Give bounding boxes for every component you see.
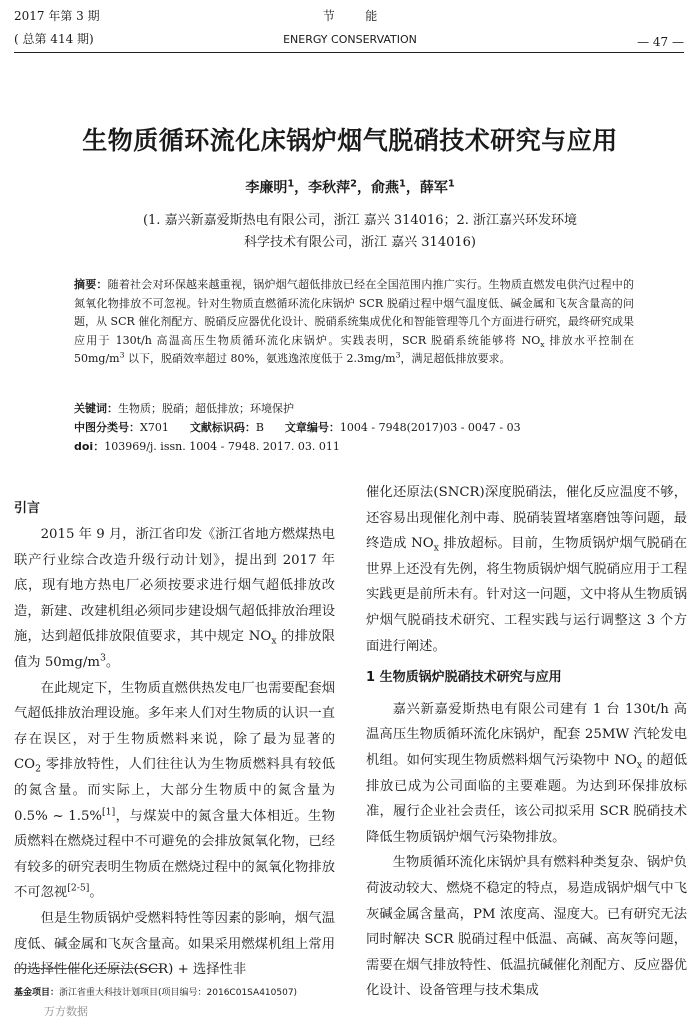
paragraph-text: 的超低排放已成为公司面临的主要难题。为达到环保排放标准，履行企业社会责任，该公司拟采用 SCR 脱硝技术降低生物质锅炉烟气污染物排放。 [366,752,687,845]
doccode-value: B [255,421,264,434]
paragraph [14,676,335,906]
paragraph-text: 。 [105,654,120,670]
paragraph-text: 催化还原法(SNCR)深度脱硝法，催化反应温度不够，还容易出现催化剂中毒、脱硝装置堵塞磨蚀等问题，最终造成 NO [366,485,687,552]
paragraph-text: 零排放特性，人们往往认为生物质燃料具有较低的氮含量。而实际上，大部分生物质中的氮含量为 0.5% ~ 1.5% [14,757,335,824]
author-name: 李秋萍 [308,180,351,196]
keywords [74,400,634,418]
abstract-text: 以下，脱硝效率超过 80%，氨逃逸浓度低于 2.3mg/m [124,352,396,366]
journal-title-cn: 节 能 [322,9,378,23]
paragraph [366,480,687,659]
doi-value: 103969/j. issn. 1004 - 7948. 2017. 03. 011 [104,440,340,453]
right-column [366,480,687,1004]
section-heading-1: 1 生物质锅炉脱硝技术研究与应用 [366,670,562,686]
author-affil-mark: 2 [350,178,357,190]
issue-year: 2017 年第 3 期 [14,9,100,23]
paragraph-text: 2015 年 9 月，浙江省印发《浙江省地方燃煤热电联产行业综合改造升级行动计划》，提出到 2017 年底，现有地方热电厂必须按要求进行烟气超低排放改造，新建、改建机组必须同步建设烟气超低排放治理设施，达到超低排放限值要求，其中规定 NO [14,527,335,645]
subscript: 2 [35,764,41,775]
abstract-text: ，满足超低排放要求。 [400,352,511,366]
superscript: 3 [395,350,401,360]
subscript: x [636,759,643,771]
paragraph [366,697,687,851]
funding-text: 浙江省重大科技计划项目(项目编号：2016C01SA410507) [59,988,298,998]
footnote-rule [14,968,164,969]
clc-label: 中图分类号： [74,421,140,434]
header-rule [14,52,684,53]
article-no-value: 1004 - 7948(2017)03 - 0047 - 03 [339,421,521,434]
article-no-label: 文章编号： [284,421,340,434]
author-list [0,177,700,197]
author-name: 李廉明 [245,180,288,196]
paragraph: 生物质循环流化床锅炉具有燃料种类复杂、锅炉负荷波动较大、燃烧不稳定的特点，易造成锅炉烟气中飞灰碱金属含量高，PM 浓度高、湿度大。已有研究无法同时解决 SCR 脱硝过程中低温、高碱、高灰等问题，需要在烟气排放特性、低温抗碱催化剂配方、反应器优化设计、设备管理与技术集成 [366,855,687,999]
abstract-label: 摘要： [74,278,108,291]
citation: [1] [102,806,116,818]
watermark: 万方数据 [44,1005,88,1018]
abstract [74,276,634,369]
paragraph: 但是生物质锅炉受燃料特性等因素的影响，烟气温度低、碱金属和飞灰含量高。如果采用燃煤机组上常用的选择性催化还原法(SCR) + 选择性非 [14,910,335,978]
keywords-label: 关键词： [74,402,118,415]
author-affil-mark: 1 [399,178,406,190]
author-name: 薛军 [419,180,448,196]
subscript: x [271,636,277,648]
affiliation-line: 科学技术有限公司，浙江 嘉兴 314016) [244,235,476,250]
paragraph-text: 嘉兴新嘉爱斯热电有限公司建有 1 台 130t/h 高温高压生物质循环流化床锅炉，配套 25MW 汽轮发电机组。如何实现生物质燃料烟气污染物中 NO [366,701,687,768]
author-affil-mark: 1 [287,178,295,190]
section-heading-intro: 引言 [14,501,41,516]
clc-value: X701 [140,421,169,434]
citation: [2-5] [67,882,90,894]
paragraph-text: 排放超标。目前，生物质锅炉烟气脱硝在世界上还没有先例，将生物质锅炉烟气脱硝应用于工程实践更是前所未有。针对这一问题，文中将从生物质锅炉烟气脱硝技术研究、工程实践与运行调整这 3 个方面进行阐述。 [366,536,687,654]
doccode-label: 文献标识码： [189,421,256,434]
abstract-text: 随着社会对环保越来越重视，锅炉烟气超低排放已经在全国范围内推广实行。生物质直燃发电供汽过程中的氮氧化物排放不可忽视。针对生物质直燃循环流化床锅炉 SCR 脱硝过程中烟气温度低、碱金属和飞灰含量高的问题，从 SCR 催化剂配方、脱硝反应器优化设计、脱硝系统集成优化和智能管理等几个方面进行研究，最终研究成果应用于 130t/h 高温高压生物质循环流化床锅炉。实践表明，SCR 脱硝系统能够将 NO [74,278,635,347]
paragraph-text: ，与煤炭中的氮含量大体相近。生物质燃料在燃烧过程中不可避免的会排放氮氧化物，已经有较多的研究表明生物质在燃烧过程中的氮氧化物排放不可忽视 [14,808,335,901]
left-column [14,522,335,983]
subscript: x [433,542,439,554]
doi-line [74,438,634,456]
funding-note [14,985,297,998]
issue-total: ( 总第 414 期) [14,32,94,46]
author-separator: ， [294,180,309,196]
paragraph [14,522,335,676]
superscript: 3 [99,652,106,664]
subscript: x [540,339,545,349]
journal-title-en: ENERGY CONSERVATION [283,33,417,46]
keywords-text: 生物质；脱硝；超低排放；环境保护 [118,402,294,415]
author-name: 俞燕 [371,180,399,196]
funding-label: 基金项目： [14,988,60,998]
affiliation-line: (1. 嘉兴新嘉爱斯热电有限公司，浙江 嘉兴 314016；2. 浙江嘉兴环发环境 [142,213,578,228]
classification-line [74,419,634,437]
affiliations [90,210,630,254]
abstract-text: 排放水平控制在 50mg/m [74,333,634,366]
author-separator: ， [357,180,371,196]
paragraph-text: 的排放限值为 50mg/m [14,629,335,670]
paragraph-text: 。 [89,885,103,901]
paragraph-text: 在此规定下，生物质直燃供热发电厂也需要配套烟气超低排放治理设施。多年来人们对生物质的认识一直存在误区，对于生物质燃料来说，除了最为显著的 CO [14,680,335,773]
author-affil-mark: 1 [447,178,455,190]
page-number: — 47 — [637,35,684,49]
article-title: 生物质循环流化床锅炉烟气脱硝技术研究与应用 [82,126,618,155]
superscript: 3 [119,350,125,360]
doi-label: doi： [74,440,105,453]
author-separator: ， [405,180,420,196]
